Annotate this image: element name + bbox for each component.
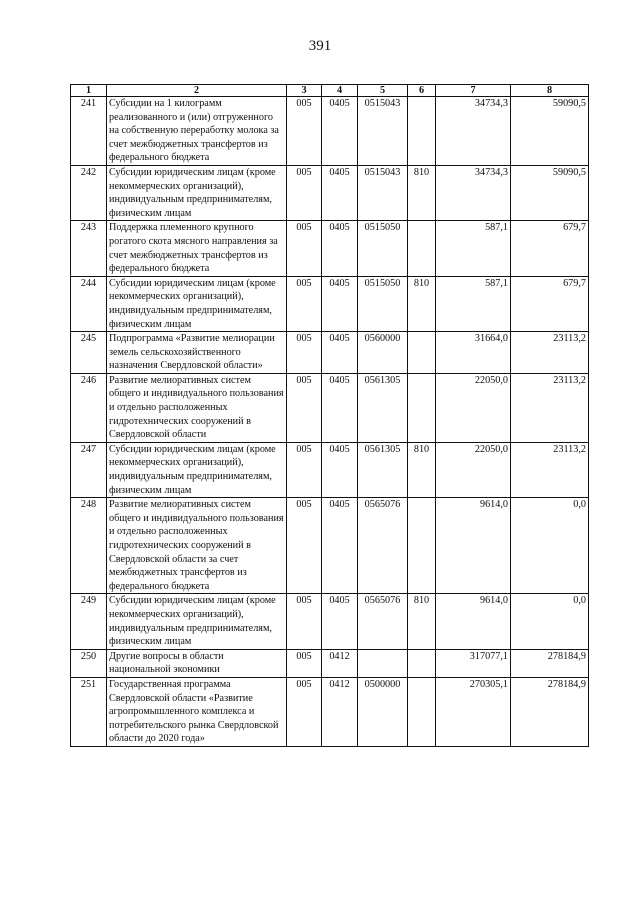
table-body [71,97,589,747]
column-header: 1 [71,85,107,97]
table-row [71,276,589,331]
section-code: 0405 [322,594,358,649]
table-row [71,97,589,166]
amount-year-2: 59090,5 [511,97,589,166]
admin-code: 005 [287,332,322,374]
target-article-code: 0565076 [358,498,408,594]
table-row [71,373,589,442]
target-article-code: 0500000 [358,677,408,746]
expense-type-code [408,498,436,594]
row-name: Подпрограмма «Развитие мелиорации земель сельскохозяйственного назначения Свердловской области» [107,332,287,374]
table-row [71,221,589,276]
row-number: 244 [71,276,107,331]
column-header: 2 [107,85,287,97]
table-row [71,165,589,220]
admin-code: 005 [287,97,322,166]
amount-year-2: 23113,2 [511,442,589,497]
column-header: 4 [322,85,358,97]
row-name: Субсидии юридическим лицам (кроме некоммерческих организаций), индивидуальным предпринимателям, физическим лицам [107,594,287,649]
table-row [71,332,589,374]
amount-year-2: 278184,9 [511,649,589,677]
row-number: 247 [71,442,107,497]
amount-year-2: 278184,9 [511,677,589,746]
target-article-code: 0565076 [358,594,408,649]
amount-year-2: 59090,5 [511,165,589,220]
row-name: Государственная программа Свердловской области «Развитие агропромышленного комплекса и потребительского рынка Свердловской области до 2020 года» [107,677,287,746]
amount-year-1: 587,1 [436,276,511,331]
row-number: 242 [71,165,107,220]
row-name: Поддержка племенного крупного рогатого скота мясного направления за счет межбюджетных трансфертов из федерального бюджета [107,221,287,276]
amount-year-1: 270305,1 [436,677,511,746]
row-number: 248 [71,498,107,594]
admin-code: 005 [287,276,322,331]
row-name: Другие вопросы в области национальной экономики [107,649,287,677]
target-article-code: 0515043 [358,97,408,166]
expense-type-code [408,332,436,374]
column-header: 3 [287,85,322,97]
target-article-code: 0515043 [358,165,408,220]
page-number: 391 [308,38,332,54]
admin-code: 005 [287,442,322,497]
amount-year-1: 317077,1 [436,649,511,677]
row-name: Субсидии юридическим лицам (кроме некоммерческих организаций), индивидуальным предпринимателям, физическим лицам [107,276,287,331]
expense-type-code: 810 [408,442,436,497]
target-article-code: 0561305 [358,442,408,497]
amount-year-2: 23113,2 [511,373,589,442]
admin-code: 005 [287,677,322,746]
table-row [71,594,589,649]
admin-code: 005 [287,649,322,677]
row-name: Развитие мелиоративных систем общего и индивидуального пользования и отдельно расположенных гидротехнических сооружений в Свердловской области за счет межбюджетных трансфертов из федерального бюджета [107,498,287,594]
section-code: 0412 [322,649,358,677]
section-code: 0405 [322,332,358,374]
section-code: 0405 [322,373,358,442]
amount-year-1: 31664,0 [436,332,511,374]
table-row [71,649,589,677]
row-number: 249 [71,594,107,649]
header-row [71,85,589,97]
admin-code: 005 [287,221,322,276]
expense-type-code: 810 [408,165,436,220]
row-number: 243 [71,221,107,276]
expense-type-code: 810 [408,276,436,331]
section-code: 0405 [322,276,358,331]
amount-year-2: 679,7 [511,276,589,331]
amount-year-2: 0,0 [511,594,589,649]
expense-type-code [408,677,436,746]
row-name: Субсидии на 1 килограмм реализованного и (или) отгруженного на собственную переработку молока за счет межбюджетных трансфертов из федерального бюджета [107,97,287,166]
table-row [71,498,589,594]
row-number: 245 [71,332,107,374]
amount-year-1: 34734,3 [436,97,511,166]
amount-year-1: 22050,0 [436,373,511,442]
section-code: 0405 [322,97,358,166]
amount-year-1: 34734,3 [436,165,511,220]
expense-type-code [408,373,436,442]
admin-code: 005 [287,373,322,442]
row-number: 251 [71,677,107,746]
amount-year-1: 9614,0 [436,498,511,594]
section-code: 0412 [322,677,358,746]
table-row [71,442,589,497]
target-article-code: 0560000 [358,332,408,374]
admin-code: 005 [287,498,322,594]
budget-table [70,84,589,747]
amount-year-2: 0,0 [511,498,589,594]
expense-type-code [408,649,436,677]
row-number: 246 [71,373,107,442]
admin-code: 005 [287,165,322,220]
section-code: 0405 [322,442,358,497]
target-article-code: 0561305 [358,373,408,442]
amount-year-1: 9614,0 [436,594,511,649]
section-code: 0405 [322,498,358,594]
expense-type-code: 810 [408,594,436,649]
row-number: 250 [71,649,107,677]
row-name: Субсидии юридическим лицам (кроме некоммерческих организаций), индивидуальным предпринимателям, физическим лицам [107,442,287,497]
row-number: 241 [71,97,107,166]
row-name: Субсидии юридическим лицам (кроме некоммерческих организаций), индивидуальным предпринимателям, физическим лицам [107,165,287,220]
amount-year-1: 22050,0 [436,442,511,497]
section-code: 0405 [322,165,358,220]
column-header: 7 [436,85,511,97]
amount-year-1: 587,1 [436,221,511,276]
target-article-code: 0515050 [358,276,408,331]
target-article-code: 0515050 [358,221,408,276]
target-article-code [358,649,408,677]
row-name: Развитие мелиоративных систем общего и индивидуального пользования и отдельно расположенных гидротехнических сооружений в Свердловской области [107,373,287,442]
amount-year-2: 23113,2 [511,332,589,374]
column-header: 8 [511,85,589,97]
admin-code: 005 [287,594,322,649]
amount-year-2: 679,7 [511,221,589,276]
expense-type-code [408,97,436,166]
expense-type-code [408,221,436,276]
section-code: 0405 [322,221,358,276]
column-header: 5 [358,85,408,97]
column-header: 6 [408,85,436,97]
table-row [71,677,589,746]
